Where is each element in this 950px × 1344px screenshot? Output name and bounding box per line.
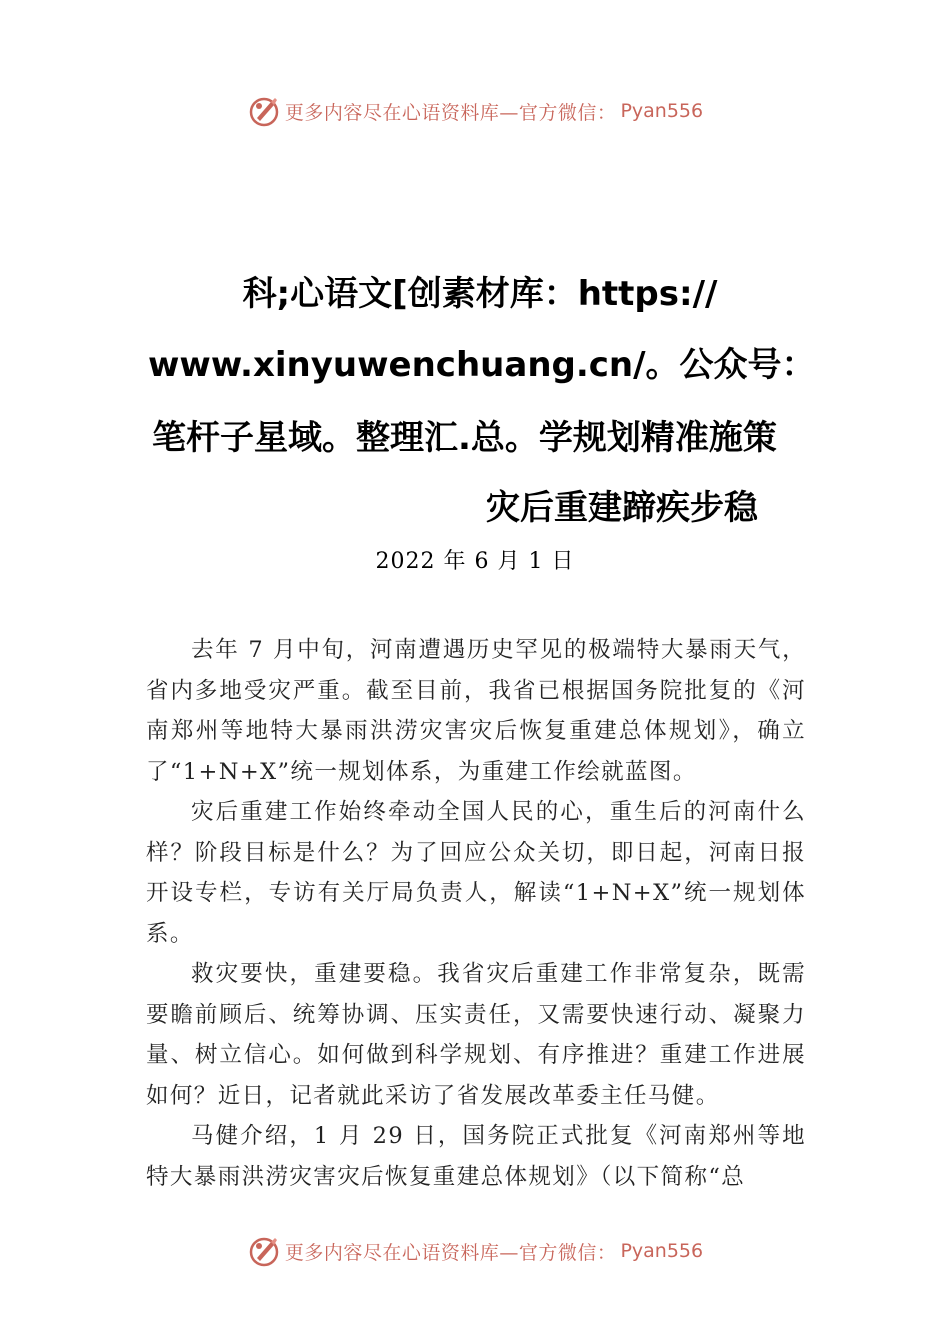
paragraph: 马健介绍，1 月 29 日，国务院正式批复《河南郑州等地特大暴雨洪涝灾害灾后恢复重建总体规划》（以下简称“总 bbox=[146, 1123, 806, 1190]
header-banner bbox=[0, 94, 950, 128]
footer-banner bbox=[0, 1234, 950, 1268]
paragraph: 救灾要快，重建要稳。我省灾后重建工作非常复杂，既需要瞻前顾后、统筹协调、压实责任，又需要快速行动、凝聚力量、树立信心。如何做到科学规划、有序推进？重建工作进展如何？近日，记者就此采访了省发展改革委主任马健。 bbox=[146, 961, 806, 1109]
banner-text: 更多内容尽在心语资料库—官方微信： bbox=[284, 1241, 617, 1264]
title-line-1: 科;心语文[创素材库：https:// bbox=[242, 274, 718, 314]
article-body bbox=[146, 630, 806, 1197]
publish-date: 2022 年 6 月 1 日 bbox=[375, 549, 575, 574]
paragraph: 灾后重建工作始终牵动全国人民的心，重生后的河南什么样？阶段目标是什么？为了回应公众关切，即日起，河南日报开设专栏，专访有关厅局负责人，解读“1+N+X”统一规划体系。 bbox=[146, 799, 806, 947]
logo-icon bbox=[247, 1234, 281, 1268]
title-line-2: www.xinyuwenchuang.cn/。公众号： bbox=[148, 345, 816, 385]
title-line-3: 笔杆子星域。整理汇.总。学规划精准施策 bbox=[152, 418, 777, 458]
banner-text: 更多内容尽在心语资料库—官方微信： bbox=[284, 101, 617, 124]
banner-wechat-id: Pyan556 bbox=[620, 100, 704, 122]
paragraph: 去年 7 月中旬，河南遭遇历史罕见的极端特大暴雨天气，省内多地受灾严重。截至目前，我省已根据国务院批复的《河南郑州等地特大暴雨洪涝灾害灾后恢复重建总体规划》，确立了“1+N+X”统一规划体系，为重建工作绘就蓝图。 bbox=[146, 637, 806, 785]
title-line-4: 灾后重建蹄疾步稳 bbox=[486, 488, 758, 528]
banner-wechat-id: Pyan556 bbox=[620, 1240, 704, 1262]
logo-icon bbox=[247, 94, 281, 128]
